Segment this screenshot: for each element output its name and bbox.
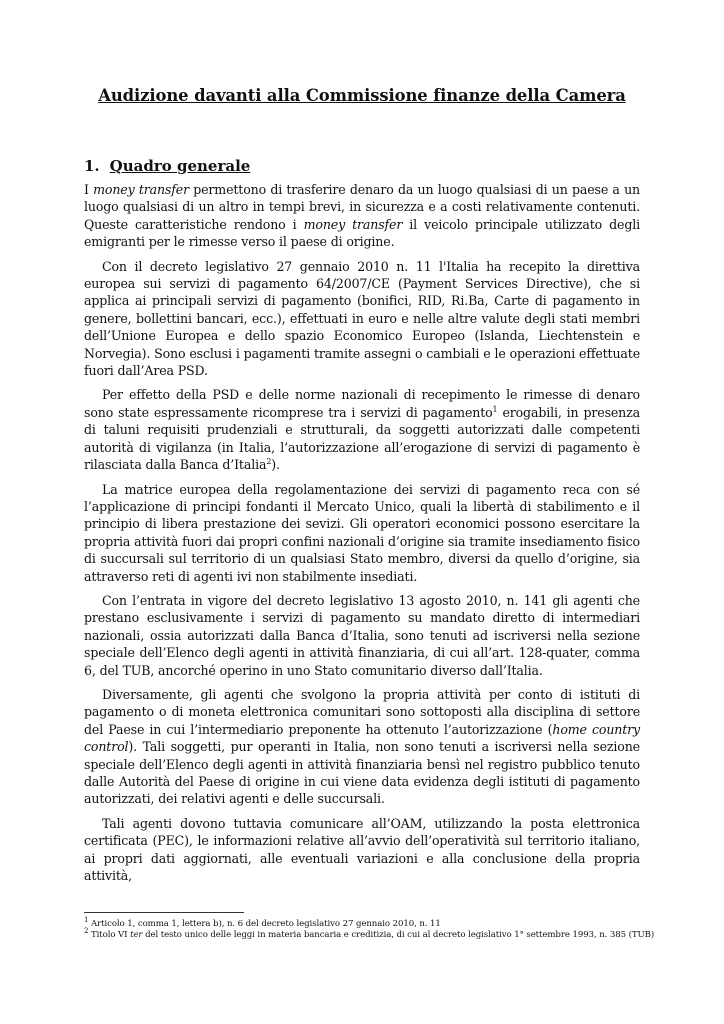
paragraph-1 [84, 181, 640, 251]
section-number: 1. [84, 157, 100, 175]
document-title: Audizione davanti alla Commissione finanze della Camera [98, 86, 626, 105]
document-page [84, 86, 640, 891]
footnotes [84, 912, 655, 941]
paragraph-3 [84, 386, 640, 473]
footnote-divider [84, 912, 244, 913]
footnote-1-text: Articolo 1, comma 1, lettera b), n. 6 del decreto legislativo 27 gennaio 2010, n. 11 [88, 919, 441, 929]
footnote-2-text-b: del testo unico delle leggi in materia bancaria e creditizia, di cui al decreto legislativo 1° settembre 1993, n. 385 (TUB) [142, 930, 655, 940]
paragraph-1-italic-term-2: money transfer [303, 216, 403, 232]
paragraph-6 [84, 686, 640, 808]
paragraph-7: Tali agenti dovono tuttavia comunicare all’OAM, utilizzando la posta elettronica certificata (PEC), le informazioni relative all’avvio dell’operatività sul territorio italiano, ai propri dati aggiornati, alle eventuali variazioni e alla conclusione della propria attività, [84, 815, 640, 884]
paragraph-6-italic-term: home country control [84, 721, 640, 755]
paragraph-1-text-b: permettono di trasferire denaro da un luogo qualsiasi di un paese a un luogo qualsiasi di un altro in tempi brevi, in sicurezza e a costi relativamente contenuti. Queste caratteristiche rendono i [84, 182, 640, 232]
section-heading [84, 157, 640, 175]
footnote-1 [84, 916, 644, 930]
footnote-2-italic-term: ter [130, 930, 143, 940]
footnote-1-marker: 1 [84, 916, 89, 925]
footnote-ref-1[interactable]: 1 [492, 404, 498, 414]
footnote-2-marker: 2 [84, 927, 89, 936]
footnote-ref-2[interactable]: 2 [266, 456, 272, 466]
paragraph-4: La matrice europea della regolamentazione dei servizi di pagamento reca con sé l’applicazione di principi fondanti il Mercato Unico, quali la libertà di stabilimento e il principio di libera prestazione dei sevizi. Gli operatori economici possono esercitare la propria attività fuori dai propri confini nazionali d’origine sia tramite insediamento fisico di succursali sul territorio di un qualsiasi Stato membro, diversi da quello d’origine, sia attraverso reti di agenti ivi non stabilmente insediati. [84, 481, 640, 584]
paragraph-6-text-b: ). Tali soggetti, pur operanti in Italia, non sono tenuti a iscriversi nella sezione speciale dell’Elenco degli agenti in attività finanziaria bensì nel registro pubblico tenuto dalle Autorità del Paese di origine in cui viene data evidenza degli istituti di pagamento autorizzati, dei relativi agenti e delle succursali. [84, 739, 640, 807]
paragraph-6-text-a: Diversamente, gli agenti che svolgono la propria attività per conto di istituti di pagamento o di moneta elettronica comunitari sono sottoposti alla disciplina di settore del Paese in cui l’intermediario preponente ha ottenuto l’autorizzazione ( [84, 686, 640, 737]
paragraph-1-text-a: I [84, 182, 94, 197]
paragraph-1-italic-term-1: money transfer [93, 182, 189, 197]
section-title: Quadro generale [109, 157, 251, 175]
paragraph-2: Con il decreto legislativo 27 gennaio 2010 n. 11 l'Italia ha recepito la direttiva europea sui servizi di pagamento 64/2007/CE (Payment Services Directive), che si applica ai principali servizi di pagamento (bonifici, RID, Ri.Ba, Carte di pagamento in genere, bollettini bancari, ecc.), effettuati in euro e nelle altre valute degli stati membri dell’Unione Europea e dello spazio Economico Europeo (Islanda, Liechtenstein e Norvegia). Sono esclusi i pagamenti tramite assegni o cambiali e le operazioni effettuate fuori dall’Area PSD. [84, 258, 640, 379]
footnote-2-text-a: Titolo VI [88, 930, 131, 940]
paragraph-1-text-c: il veicolo principale utilizzato degli emigranti per le rimesse verso il paese di origine. [84, 216, 641, 250]
footnote-2 [84, 927, 655, 941]
paragraph-3-text-b: erogabili, in presenza di taluni requisiti prudenziali e strutturali, da soggetti autorizzati dalle competenti autorità di vigilanza (in Italia, l’autorizzazione all’erogazione di servizi di pagamento è rilasciata dalla Banca d’Italia [84, 404, 640, 473]
paragraph-3-text-c: ). [271, 457, 280, 473]
paragraph-5: Con l’entrata in vigore del decreto legislativo 13 agosto 2010, n. 141 gli agenti che prestano esclusivamente i servizi di pagamento su mandato diretto di intermediari nazionali, ossia autorizzati dalla Banca d’Italia, sono tenuti ad iscriversi nella sezione speciale dell’Elenco degli agenti in attività finanziaria, di cui all’art. 128-quater, comma 6, del TUB, ancorché operino in uno Stato comunitario diverso dall’Italia. [84, 592, 640, 678]
paragraph-3-text-a: Per effetto della PSD e delle norme nazionali di recepimento le rimesse di denaro sono state espressamente ricomprese tra i servizi di pagamento [84, 387, 640, 420]
